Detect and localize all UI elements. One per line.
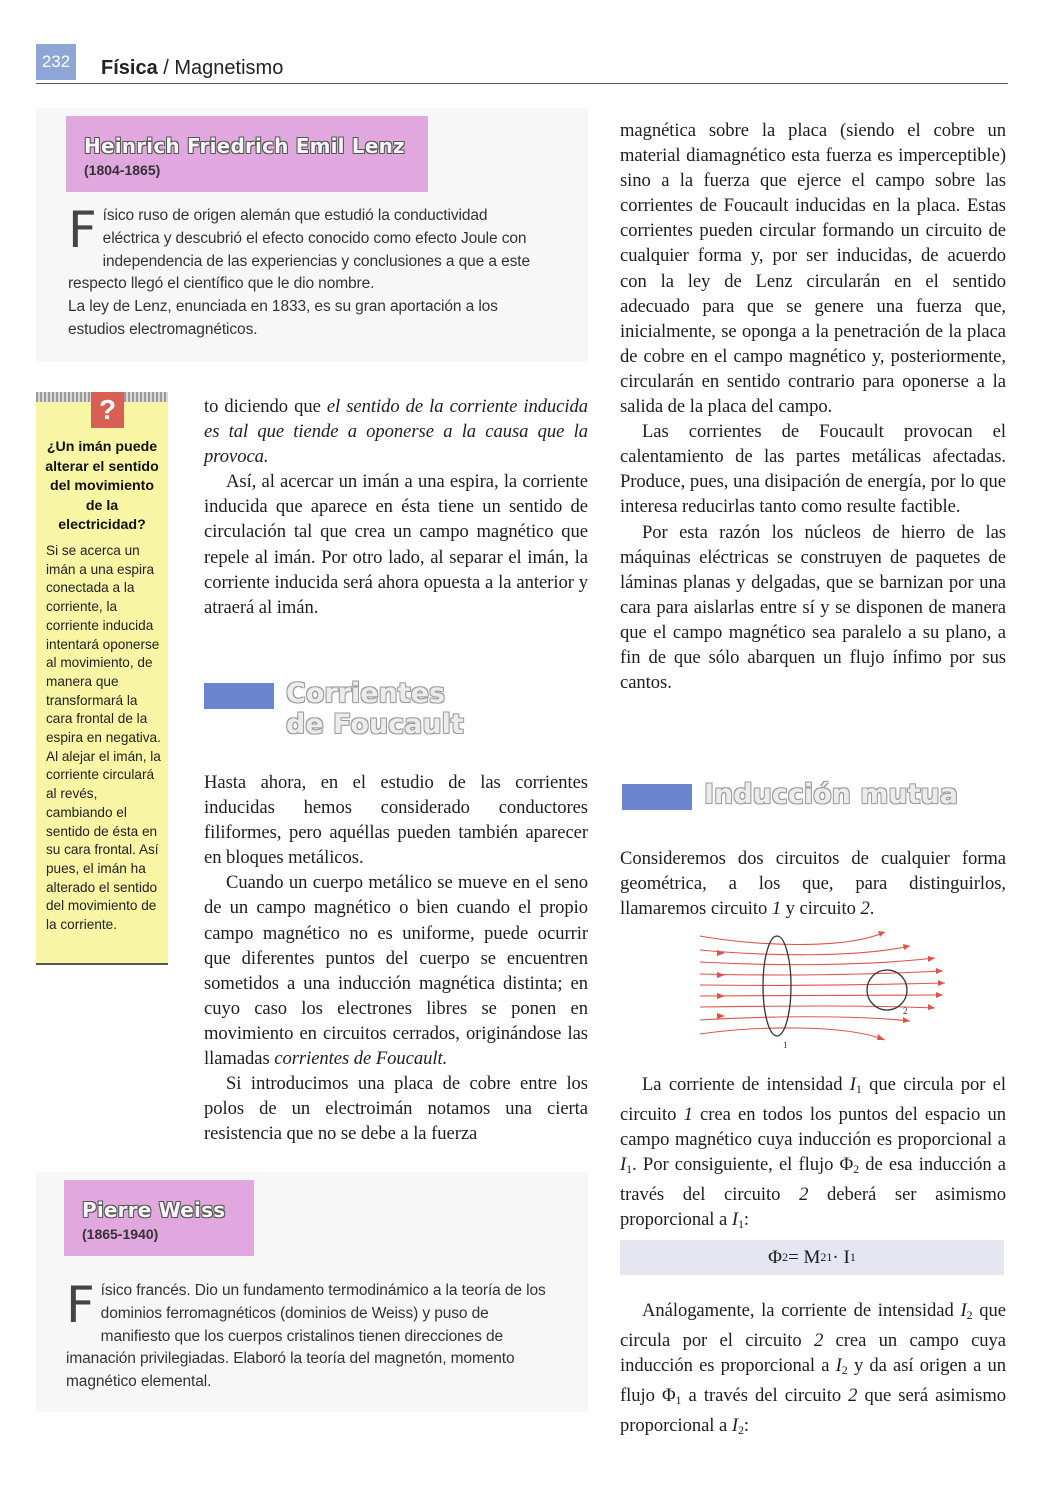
running-head-subject: Física <box>101 57 158 79</box>
bio-title-lenz <box>66 116 428 192</box>
side-question-box <box>36 392 168 965</box>
middle-column-top <box>204 394 588 620</box>
field-line <box>700 983 945 985</box>
heading-bar <box>622 784 692 810</box>
dropcap-weiss: F <box>66 1276 95 1334</box>
right-column-bottom-2 <box>620 1298 1006 1443</box>
field-line <box>700 932 885 945</box>
arrowhead <box>717 950 725 956</box>
bio-text-lenz <box>68 201 548 342</box>
side-question: ¿Un imán puede alterar el sentido del movimiento de la electricidad? <box>45 439 159 533</box>
arrowhead <box>903 1017 910 1023</box>
right-column-bottom-1 <box>620 1072 1006 1238</box>
var-I: I <box>731 1415 738 1437</box>
formula-eq: = M <box>788 1246 821 1268</box>
arrowhead <box>928 956 935 962</box>
text: La corriente de intensidad <box>642 1074 850 1095</box>
text: : <box>743 1415 750 1437</box>
text: que circula por el circuito <box>620 1300 1007 1352</box>
bio-title-weiss <box>64 1180 254 1256</box>
middle-column-bottom <box>204 770 588 1146</box>
text: Consideremos dos circuitos de cualquier forma geométrica, a los que, para distinguirlos, llamaremos circuito <box>620 848 1006 920</box>
subscript: 1 <box>626 1162 633 1177</box>
paragraph: Por esta razón los núcleos de hierro de las máquinas eléctricas se construyen de paquetes de láminas planas y delgadas, que se barnizan por una cara para aislarlas entre sí y se disponen de manera que el campo magnético sea paralelo a su plano, a fin de que sólo abarquen un flujo ínfimo por sus cantos. <box>620 521 1006 694</box>
text: Análogamente, la corriente de intensidad <box>642 1300 961 1321</box>
dropcap-lenz: F <box>68 201 97 259</box>
text: que será asimismo proporcional a <box>620 1385 1007 1437</box>
text: . Por consiguiente, el flujo <box>632 1154 840 1176</box>
foucault-italic: corrientes de Foucault. <box>274 1048 448 1070</box>
circuit-1-loop <box>763 936 791 1036</box>
var-I: I <box>835 1355 842 1377</box>
running-head <box>101 57 283 80</box>
var-I: I <box>620 1154 627 1176</box>
bio-name-lenz: Heinrich Friedrich Emil Lenz <box>84 134 405 158</box>
bio-text-lenz-line1: ísico ruso de origen alemán que estudió la conductividad <box>102 207 488 224</box>
diagram-label-1: 1 <box>783 1040 788 1050</box>
var-phi: Φ <box>839 1154 854 1176</box>
arrowhead <box>938 980 945 986</box>
running-head-separator: / <box>157 57 175 79</box>
bio-dates-weiss: (1865-1940) <box>82 1226 159 1242</box>
bio-text-lenz-para2: La ley de Lenz, enunciada en 1833, es su gran aportación a los estudios electromagnéticos. <box>68 298 498 338</box>
bio-text-lenz-rest: eléctrica y descubrió el efecto conocido como efecto Joule con independencia de las experiencias y conclusiones a que a este respecto llegó el científico que le dio nombre. <box>68 229 531 293</box>
subscript: 2 <box>737 1423 744 1438</box>
text: . <box>869 898 875 920</box>
circuit-ref: 2 <box>799 1184 809 1206</box>
heading-text-foucault <box>286 678 464 740</box>
formula-phi: Φ <box>768 1246 783 1268</box>
mutual-induction-diagram <box>695 928 950 1053</box>
circuit-2: 2 <box>860 898 870 920</box>
lenz-law-italic: el sentido de la corriente inducida es tal que tiende a oponerse a la causa que la provoca. <box>204 396 588 468</box>
arrowhead <box>928 1004 935 1010</box>
text: deberá ser asimismo proporcional a <box>620 1184 1006 1231</box>
field-line <box>700 958 935 965</box>
section-heading-foucault <box>204 678 464 740</box>
text: crea en todos los puntos del espacio un campo magnético cuya inducción es proporcional a <box>620 1104 1006 1151</box>
text: y da así origen a un flujo <box>620 1355 1006 1407</box>
section-heading-induccion <box>622 779 958 810</box>
right-column-intro <box>620 846 1006 921</box>
arrowhead <box>717 972 725 978</box>
var-I: I <box>731 1209 738 1231</box>
paragraph: magnética sobre la placa (siendo el cobre un material diamagnético esta fuerza es imperceptible) sino a la fuerza que ejerce el campo sobre las corrientes de Foucault inducidas en la placa. Estas corrientes pueden circular formando un circuito de cualquier forma y, por ser inducidas, de acuerdo con la ley de Lenz circularán en el sentido adecuado para que se genere una fuerza que, inicialmente, se oponga a la penetración de la placa de cobre en el campo magnético y, posteriormente, circularán en sentido contrario para oponerse a la salida de la placa del campo. <box>620 120 1006 418</box>
field-line <box>700 946 910 955</box>
bio-text-weiss-rest: de los dominios ferromagnéticos (dominios de Weiss) y puso de manifiesto que los cuerpos cristalinos tienen direcciones de imanación privilegiadas. Elaboró la teoría del magnetón, momento magnético elemental. <box>66 1282 546 1391</box>
var-I: I <box>960 1300 967 1321</box>
paragraph-start: to diciendo que <box>204 396 327 417</box>
side-answer: Si se acerca un imán a una espira conectada a la corriente, la corriente inducida intentará oponerse al movimiento, de manera que transformará la cara frontal de la espira en negativa. Al alejar el imán, la corriente circulará al revés, cambiando el sentido de ésta en su cara frontal. Así pues, el imán ha alterado el sentido del movimiento de la corriente. <box>46 543 161 933</box>
circuit-ref: 2 <box>848 1385 858 1407</box>
text: a través del circuito <box>681 1385 849 1407</box>
text: que circula por el circuito <box>620 1074 1007 1126</box>
text: de esa inducción a través del circuito <box>620 1154 1006 1206</box>
text: y circuito <box>781 898 861 920</box>
arrowhead <box>936 968 943 974</box>
bio-text-weiss <box>66 1276 548 1394</box>
var-phi: Φ <box>661 1385 676 1407</box>
subscript: 21 <box>820 1250 833 1264</box>
paragraph: Si introducimos una placa de cobre entre los polos de un electroimán notamos una cierta resistencia que no se debe a la fuerza <box>204 1073 588 1145</box>
heading-line: Corrientes <box>286 678 446 709</box>
text: : <box>743 1209 750 1231</box>
circuit-1: 1 <box>771 898 782 920</box>
field-line <box>700 1028 885 1040</box>
circuit-ref: 2 <box>813 1330 824 1352</box>
paragraph <box>620 1298 1006 1443</box>
paragraph <box>204 394 588 469</box>
paragraph <box>620 1072 1006 1238</box>
paragraph-text: Cuando un cuerpo metálico se mueve en el seno de un campo magnético o bien cuando el propio campo magnético no es uniforme, puede ocurrir que diferentes puntos del cuerpo se encuentren sometidos a una inducción magnética distinta; en cuyo caso los electrones libres se ponen en movimiento en circuitos cerrados, originándose las llamadas <box>204 872 588 1070</box>
subscript: 1 <box>849 1250 856 1264</box>
var-I: I <box>849 1074 856 1095</box>
page-number: 232 <box>36 44 76 80</box>
field-line <box>700 1017 910 1021</box>
subscript: 1 <box>675 1393 682 1408</box>
circuit-ref: 1 <box>683 1104 693 1126</box>
subscript: 2 <box>841 1363 848 1378</box>
arrowhead <box>717 1013 725 1019</box>
paragraph: Hasta ahora, en el estudio de las corrientes inducidas hemos considerado conductores filiformes, pero aquéllas pueden también aparecer en bloques metálicos. <box>204 772 588 869</box>
paragraph <box>204 870 588 1071</box>
right-column-top <box>620 118 1006 695</box>
header-rule <box>36 83 1008 84</box>
subscript: 2 <box>782 1250 789 1264</box>
formula-box <box>620 1240 1004 1275</box>
field-line <box>700 1006 935 1008</box>
subscript: 1 <box>737 1217 744 1232</box>
arrowhead <box>877 1034 885 1040</box>
paragraph: Las corrientes de Foucault provocan el calentamiento de las partes metálicas afectadas. Produce, pues, una disipación de energía, por lo que interesa reducirlas tanto como resulte factible. <box>620 421 1006 518</box>
subscript: 2 <box>853 1162 860 1177</box>
bio-text-weiss-line1: ísico francés. Dio un fundamento termodinámico a la teoría <box>100 1282 501 1299</box>
bio-dates-lenz: (1804-1865) <box>84 162 161 178</box>
arrowhead <box>903 944 910 950</box>
heading-text-induccion: Inducción mutua <box>704 779 958 810</box>
paragraph <box>620 846 1006 921</box>
bio-name-weiss: Pierre Weiss <box>82 1198 226 1222</box>
subscript: 1 <box>855 1082 862 1096</box>
paragraph: Así, al acercar un imán a una espira, la corriente inducida que aparece en ésta tiene un sentido de circulación tal que crea un campo magnético que repele al imán. Por otro lado, al separar el imán, la corriente inducida será ahora opuesta a la anterior y atraerá al imán. <box>204 471 588 618</box>
arrowhead <box>717 993 725 999</box>
arrowhead <box>878 931 885 937</box>
heading-bar <box>204 683 274 709</box>
text: crea un campo cuya inducción es proporcional a <box>620 1330 1006 1377</box>
formula-dot: · I <box>832 1246 850 1268</box>
diagram-label-2: 2 <box>903 1006 908 1016</box>
question-mark-icon: ? <box>91 392 124 428</box>
field-line <box>700 971 943 975</box>
circuit-2-loop <box>867 970 907 1010</box>
arrowhead <box>936 992 943 998</box>
running-head-chapter: Magnetismo <box>174 57 284 79</box>
field-lines <box>700 932 945 1040</box>
subscript: 2 <box>966 1308 973 1322</box>
heading-line: de Foucault <box>286 709 464 740</box>
